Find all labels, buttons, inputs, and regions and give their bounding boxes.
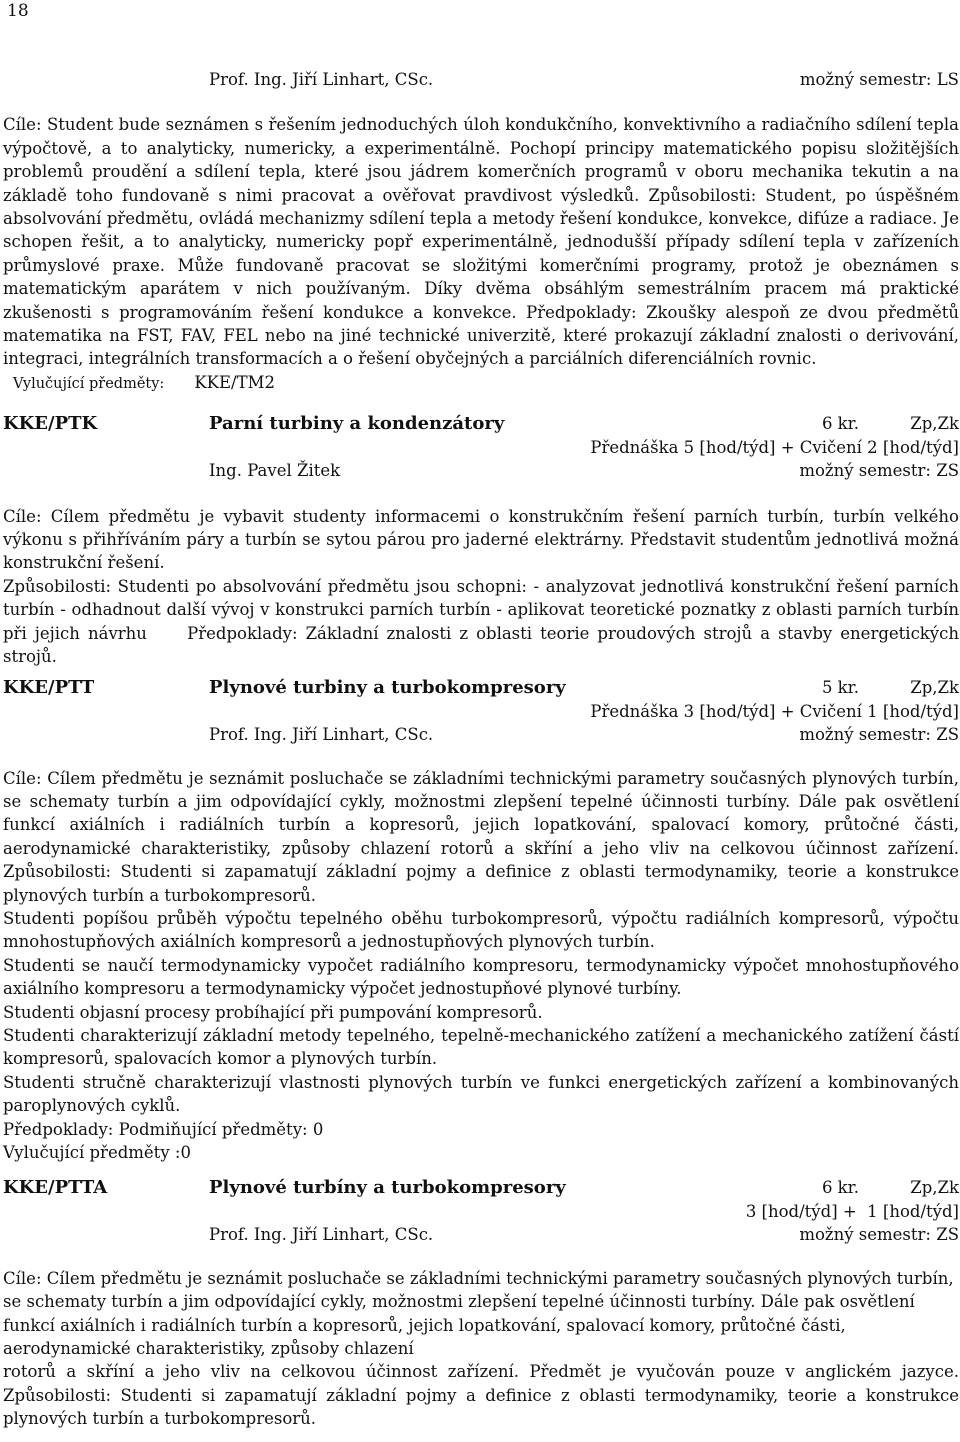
course-type: Zp,Zk bbox=[910, 414, 959, 434]
page-number: 18 bbox=[7, 1, 29, 21]
course-title: Plynové turbíny a turbokompresory bbox=[209, 1177, 566, 1199]
course-title: Plynové turbiny a turbokompresory bbox=[209, 677, 566, 699]
course-teacher: Prof. Ing. Jiří Linhart, CSc. bbox=[209, 1225, 434, 1245]
excl-label: Vylučující předměty: bbox=[13, 375, 165, 392]
course-hours: Přednáška 5 [hod/týd] + Cvičení 2 [hod/týd] bbox=[590, 437, 959, 457]
excl-value: KKE/TM2 bbox=[194, 372, 275, 392]
course-ptta bbox=[3, 1176, 959, 1430]
course-paragraph: Studenti charakterizují základní metody tepelného, tepelně-mechanického zatížení a mechanického zatížení částí kompresorů, spalovacích komor a plynových turbín. bbox=[3, 1026, 959, 1069]
prev-course-header bbox=[3, 68, 959, 91]
course-paragraph: Studenti stručně charakterizují vlastnosti plynových turbín ve funkci energetických zařízení a kombinovaných paroplynových cyklů. bbox=[3, 1072, 959, 1116]
course-type: Zp,Zk bbox=[910, 678, 959, 698]
course-code: KKE/PTT bbox=[3, 677, 95, 699]
course-paragraph: Studenti se naučí termodynamicky vypočet radiálního kompresoru, termodynamicky výpočet mnohostupňového axiálního kompresoru a termodynamicky výpočet jednostupňové plynové turbíny. bbox=[3, 955, 959, 999]
course-paragraph: Studenti popíšou průběh výpočtu tepelného oběhu turbokompresorů, výpočtu radiálních kompresorů, výpočtu mnohostupňových axiálních kompresorů a jednostupňových plynových turbín. bbox=[3, 909, 959, 952]
course-type: Zp,Zk bbox=[910, 1178, 959, 1198]
course-code: KKE/PTK bbox=[3, 413, 98, 435]
prev-semester: možný semestr: LS bbox=[799, 70, 959, 89]
course-credits: 6 kr. bbox=[821, 414, 859, 434]
course-ptt bbox=[3, 676, 959, 1164]
prev-exclusive bbox=[3, 371, 959, 396]
course-hours: Přednáška 3 [hod/týd] + Cvičení 1 [hod/týd] bbox=[590, 701, 959, 721]
course-title: Parní turbiny a kondenzátory bbox=[209, 413, 505, 435]
course-teacher: Ing. Pavel Žitek bbox=[209, 461, 341, 481]
course-semester: možný semestr: ZS bbox=[799, 1225, 959, 1245]
course-paragraph: Vylučující předměty :0 bbox=[3, 1143, 191, 1163]
course-teacher: Prof. Ing. Jiří Linhart, CSc. bbox=[209, 725, 434, 745]
prev-course-description: Cíle: Student bude seznámen s řešením jednoduchých úloh kondukčního, konvektivního a radiačního sdílení tepla výpočtově, a to analyticky, numericky, a experimentálně. Pochopí principy matematického popisu složitějších problemů proudění a sdílení tepla, které jsou jádrem komerčních programů v oboru mechanika tekutin a na základě toho fundovaně s nimi pracovat a ověřovat pravdivost výsledků. Způsobilosti: Student, po úspěšném absolvování předmětu, ovládá mechanizmy sdílení tepla a metody řešení kondukce, konvekce, difúze a radiace. Je schopen řešit, a to analyticky, numericky popř experimentálně, jednodušší případy sdílení tepla v zařízeních průmyslové praxe. Může fundovaně pracovat se složitými komerčními programy, protož je obeznámen s matematickým aparátem v nich používaným. Díky dvěma obsáhlým semestrálním pracem má praktické zkušenosti s programováním řešení kondukce a konvekce. Předpoklady: Zkoušky alespoň ze dvou předmětů matematika na FST, FAV, FEL nebo na jiné technické univerzitě, které prokazují základní znalosti o derivování, integraci, integrálních transformacích a o řešení obyčejných a parciálních diferenciálních rovnic. bbox=[3, 115, 959, 369]
course-paragraph: rotorů a skříní a jeho vliv na celkovou účinnost zařízení. Předmět je vyučován pouze v anglickém jazyce. Způsobilosti: Studenti si zapamatují základní pojmy a definice z oblasti termodynamiky, teorie a konstrukce plynových turbín a turbokompresorů. bbox=[3, 1362, 959, 1429]
document-page bbox=[3, 0, 959, 1431]
course-credits: 6 kr. bbox=[821, 1178, 859, 1198]
course-ptk bbox=[3, 412, 959, 668]
course-paragraph: Cíle: Cílem předmětu je seznámit posluchače se základními technickými parametry současných plynových turbín, se schematy turbín a jim odpovídající cykly, možnostmi zlepšení tepelné účinnosti turbíny. Dále pak osvětlení funkcí axiálních i radiálních turbín a kopresorů, jejich lopatkování, spalovací komory, průtočné části, aerodynamické charakteristiky, způsoby chlazení rotorů a skříní a jeho vliv na celkovou účinnost zařízení. Způsobilosti: Studenti si zapamatují základní pojmy a definice z oblasti termodynamiky, teorie a konstrukce plynových turbín a turbokompresorů. bbox=[3, 768, 959, 905]
course-paragraph: Studenti objasní procesy probíhající při pumpování kompresorů. bbox=[3, 1002, 543, 1022]
course-code: KKE/PTTA bbox=[3, 1177, 108, 1199]
course-paragraph: Předpoklady: Podmiňující předměty: 0 bbox=[3, 1119, 324, 1139]
course-paragraph: Cíle: Cílem předmětu je vybavit studenty informacemi o konstrukčním řešení parních turbín, turbín velkého výkonu s přihříváním páry a turbín se sytou párou pro jaderné elektrárny. Představit studentům jednotlivá možná konstrukční řešení. bbox=[3, 506, 959, 573]
course-semester: možný semestr: ZS bbox=[799, 461, 959, 481]
course-semester: možný semestr: ZS bbox=[799, 725, 959, 745]
course-paragraph: Způsobilosti: Studenti po absolvování předmětu jsou schopni: - analyzovat jednotlivá konstrukční řešení parních turbín - odhadnout další vývoj v konstrukci parních turbín - aplikovat teoretické poznatky z oblasti parních turbín při jejich návrhu Předpoklady: Základní znalosti z oblasti teorie proudových strojů a stavby energetických strojů. bbox=[3, 576, 959, 666]
course-hours: 3 [hod/týd] + 1 [hod/týd] bbox=[745, 1201, 959, 1221]
course-paragraph: Cíle: Cílem předmětu je seznámit posluchače se základními technickými parametry současných plynových turbín, se schematy turbín a jim odpovídající cykly, možnostmi zlepšení tepelné účinnosti turbíny. Dále pak osvětlení funkcí axiálních i radiálních turbín a kopresorů, jejich lopatkování, spalovací komory, průtočné části, aerodynamické charakteristiky, způsoby chlazení bbox=[3, 1268, 954, 1358]
prev-teacher: Prof. Ing. Jiří Linhart, CSc. bbox=[209, 70, 434, 89]
course-credits: 5 kr. bbox=[821, 678, 859, 698]
